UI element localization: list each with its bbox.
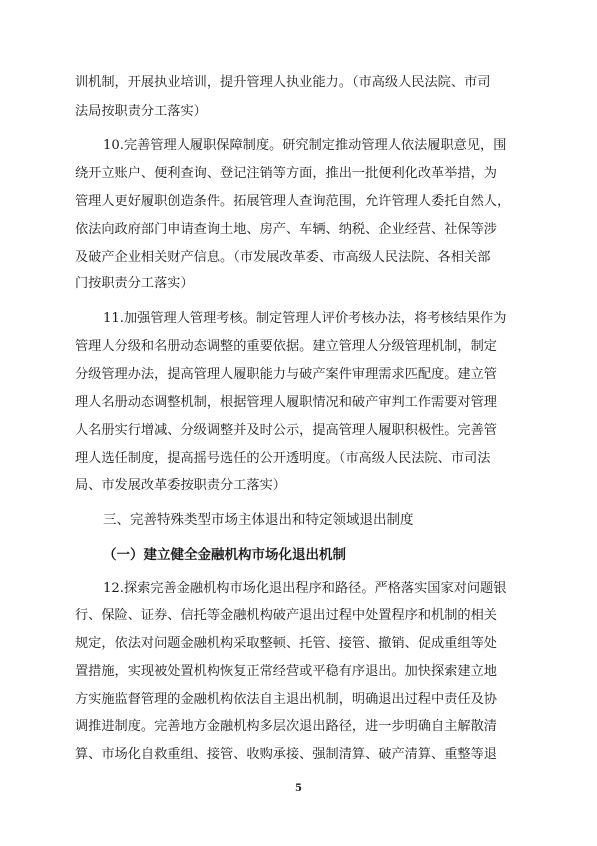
- body-line: 行、保险、证券、信托等金融机构破产退出过程中处置程序和机制的相关: [75, 608, 497, 623]
- body-line: 人名册实行增减、分级调整并及时公示，提高管理人履职积极性。完善管: [75, 423, 497, 438]
- body-line: 置措施，实现被处置机构恢复正常经营或平稳有序退出。加快探索建立地: [75, 664, 497, 679]
- body-line: 方实施监督管理的金融机构依法自主退出机制，明确退出过程中责任及协: [75, 692, 497, 707]
- body-line: 调推进制度。完善地方金融机构多层次退出路径，进一步明确自主解散清: [75, 719, 497, 734]
- body-line: 法局按职责分工落实）: [75, 104, 207, 119]
- subsection-heading: （一）建立健全金融机构市场化退出机制: [103, 547, 346, 563]
- item-12-line: 12.探索完善金融机构市场化退出程序和路径。严格落实国家对问题银: [103, 581, 507, 596]
- page-number: 5: [295, 783, 302, 794]
- body-line: 分级管理办法，提高管理人履职能力与破产案件审理需求匹配度。建立管: [75, 367, 497, 382]
- body-line: 规定，依法对问题金融机构采取整顿、托管、接管、撤销、促成重组等处: [75, 636, 497, 651]
- item-11-line: 11.加强管理人管理考核。制定管理人评价考核办法，将考核结果作为: [103, 311, 507, 326]
- body-line: 管理人分级和名册动态调整的重要依据。建立管理人分级管理机制，制定: [75, 339, 497, 354]
- body-line: 门按职责分工落实）: [75, 276, 194, 291]
- item-10-line: 10.完善管理人履职保障制度。研究制定推动管理人依法履职意见，围: [103, 138, 507, 153]
- body-line: 绕开立账户、便利查询、登记注销等方面，推出一批便利化改革举措，为: [75, 166, 497, 181]
- section-heading: 三、完善特殊类型市场主体退出和特定领域退出制度: [103, 512, 414, 528]
- body-line: 依法向政府部门申请查询土地、房产、车辆、纳税、企业经营、社保等涉: [75, 222, 497, 237]
- body-line: 及破产企业相关财产信息。（市发展改革委、市高级人民法院、各相关部: [75, 250, 491, 265]
- body-line: 算、市场化自救重组、接管、收购承接、强制清算、破产清算、重整等退: [75, 747, 497, 762]
- body-line: 理人名册动态调整机制，根据管理人履职情况和破产审判工作需要对管理: [75, 395, 497, 410]
- body-line: 训机制，开展执业培训，提升管理人执业能力。（市高级人民法院、市司: [75, 75, 491, 90]
- body-line: 管理人更好履职创造条件。拓展管理人查询范围，允许管理人委托自然人，: [75, 194, 511, 209]
- body-line: 理人选任制度，提高摇号选任的公开透明度。（市高级人民法院、市司法: [75, 451, 491, 466]
- body-line: 局、市发展改革委按职责分工落实）: [75, 478, 286, 493]
